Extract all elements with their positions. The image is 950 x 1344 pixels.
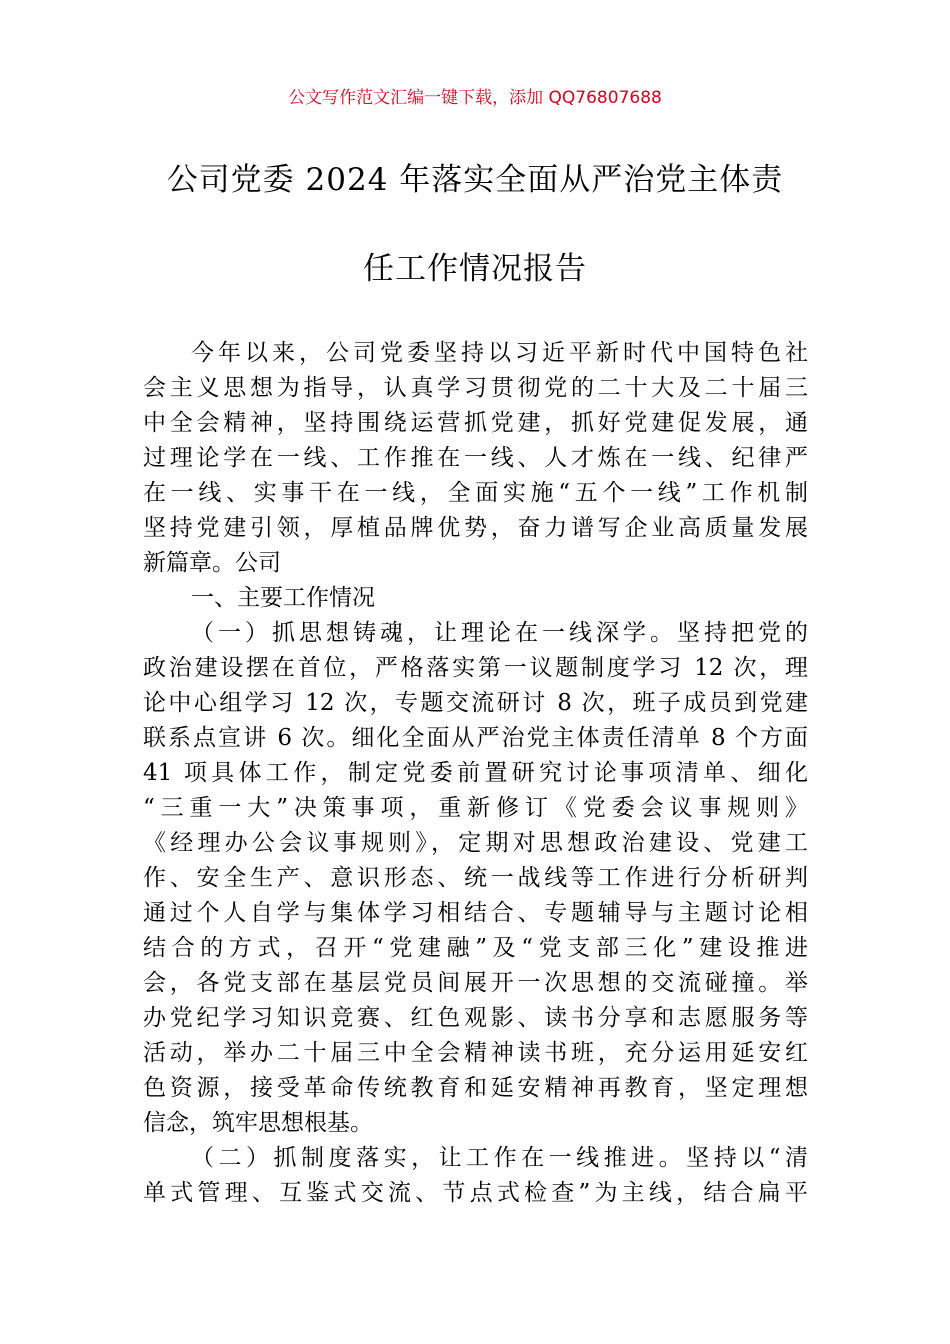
body-line: 41 项具体工作，制定党委前置研究讨论事项清单、细化 <box>143 760 808 786</box>
body-line: 联系点宣讲 6 次。细化全面从严治党主体责任清单 8 个方面 <box>143 725 808 751</box>
body-line: 通过个人自学与集体学习相结合、专题辅导与主题讨论相 <box>143 900 808 926</box>
body-line: 《经理办公会议事规则》，定期对思想政治建设、党建工 <box>143 830 808 856</box>
body-line: 坚持党建引领，厚植品牌优势，奋力谱写企业高质量发展 <box>143 515 808 541</box>
body-line: 结合的方式，召开“党建融”及“党支部三化”建设推进 <box>143 935 808 961</box>
body-line: 过理论学在一线、工作推在一线、人才炼在一线、纪律严 <box>143 445 808 471</box>
body-line: 今年以来，公司党委坚持以习近平新时代中国特色社 <box>191 340 808 366</box>
body-line: （二）抓制度落实，让工作在一线推进。坚持以“清 <box>191 1145 808 1171</box>
body-line: 作、安全生产、意识形态、统一战线等工作进行分析研判 <box>143 865 808 891</box>
body-line: （一）抓思想铸魂，让理论在一线深学。坚持把党的 <box>191 620 808 646</box>
body-line: 办党纪学习知识竞赛、红色观影、读书分享和志愿服务等 <box>143 1005 808 1031</box>
body-line: 活动，举办二十届三中全会精神读书班，充分运用延安红 <box>143 1040 808 1066</box>
body-line: 在一线、实事干在一线，全面实施“五个一线”工作机制 <box>143 480 808 506</box>
document-title-line-2: 任工作情况报告 <box>363 251 587 287</box>
body-line: 新篇章。公司 <box>143 550 281 576</box>
body-line: 会主义思想为指导，认真学习贯彻党的二十大及二十届三 <box>143 375 808 401</box>
body-line: “三重一大”决策事项，重新修订《党委会议事规则》 <box>143 795 808 821</box>
section-heading: 一、主要工作情况 <box>191 585 375 611</box>
watermark-text: 公文写作范文汇编一键下载，添加 QQ76807688 <box>288 88 662 108</box>
body-line: 论中心组学习 12 次，专题交流研讨 8 次，班子成员到党建 <box>143 690 808 716</box>
body-line: 会，各党支部在基层党员间展开一次思想的交流碰撞。举 <box>143 970 808 996</box>
document-title-line-1: 公司党委 2024 年落实全面从严治党主体责 <box>166 162 784 198</box>
body-line: 信念，筑牢思想根基。 <box>143 1110 373 1136</box>
body-line: 色资源，接受革命传统教育和延安精神再教育，坚定理想 <box>143 1075 808 1101</box>
body-line: 中全会精神，坚持围绕运营抓党建，抓好党建促发展，通 <box>143 410 808 436</box>
body-line: 单式管理、互鉴式交流、节点式检查”为主线，结合扁平 <box>143 1180 808 1206</box>
body-line: 政治建设摆在首位，严格落实第一议题制度学习 12 次，理 <box>143 655 808 681</box>
